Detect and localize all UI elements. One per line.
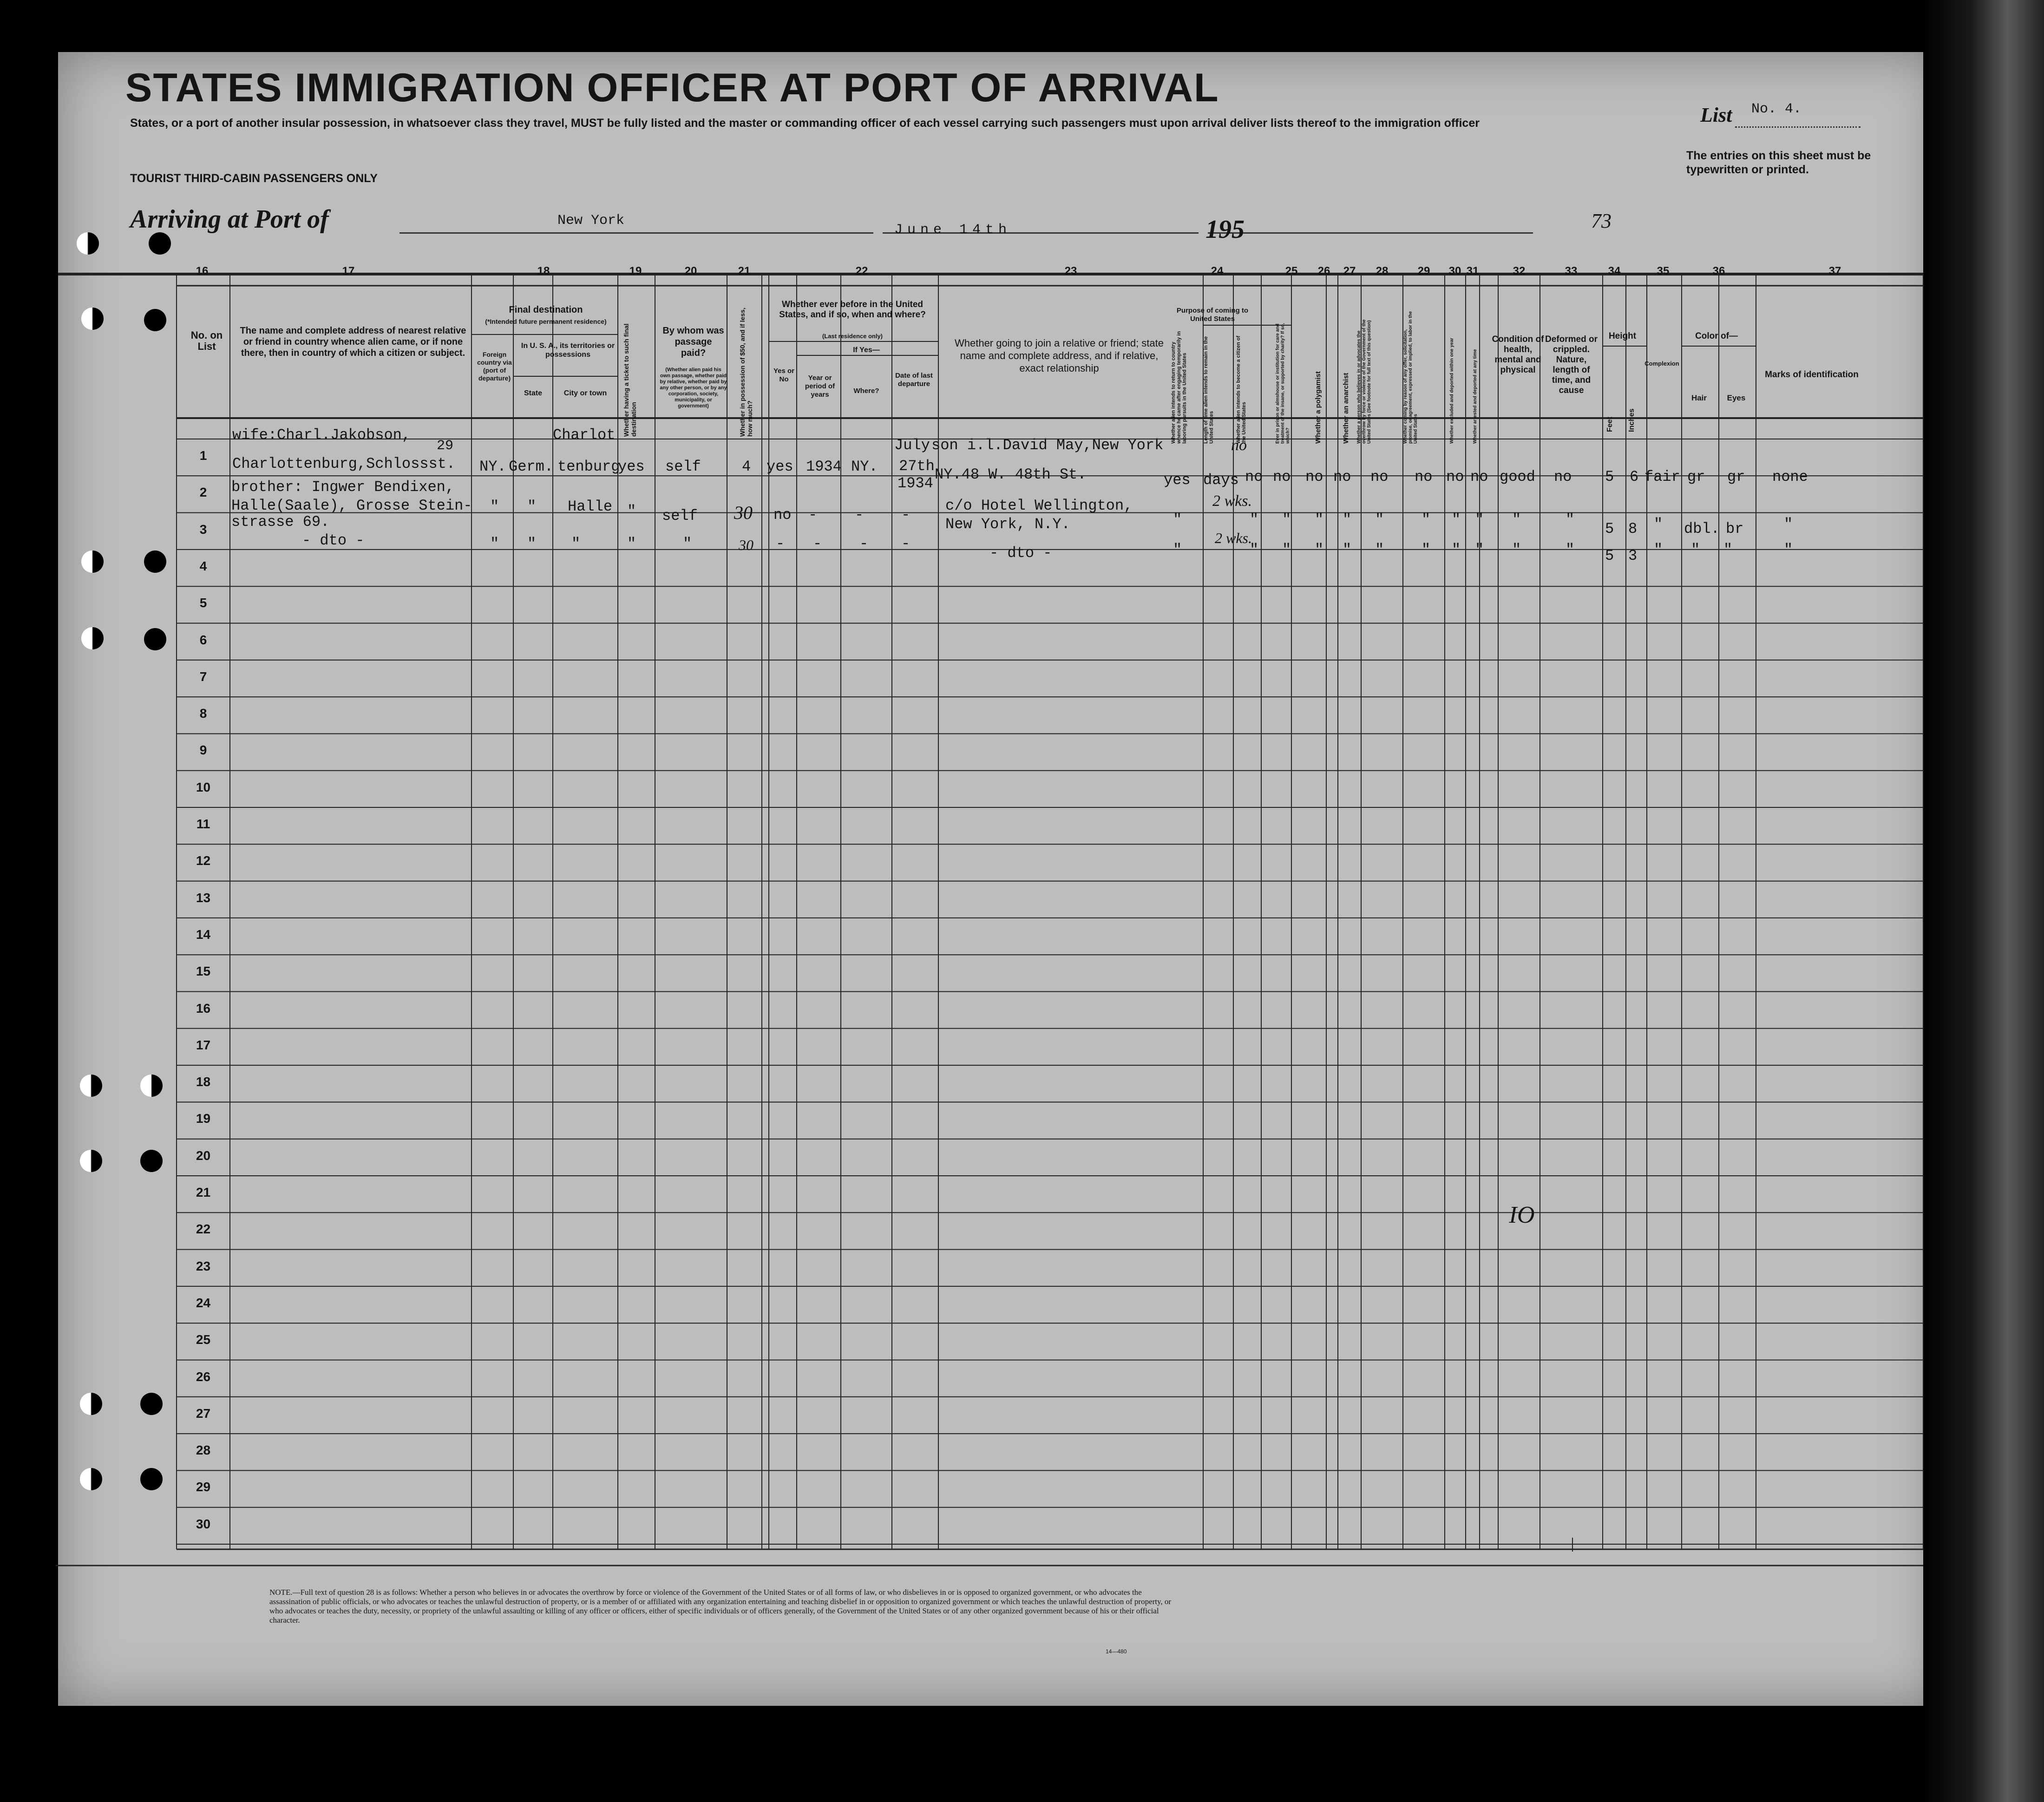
r3-city: " [571,535,581,552]
r3-anarchist: " [1343,541,1352,558]
row-number: 28 [196,1443,211,1458]
column-number: 36 [1712,265,1725,277]
row-number: 3 [199,522,207,537]
r1-city-b: tenburg [557,458,620,475]
column-number: 22 [855,265,868,277]
r2-marks: " [1784,516,1793,533]
r1-complexion: fair [1644,468,1680,485]
column-number: 27 [1343,265,1356,277]
r3-state: " [490,535,499,552]
r2-feet: 5 [1605,520,1614,537]
row-number: 27 [196,1406,211,1421]
header-before-us: Whether ever before in the United States, and if so, when and where? [779,300,926,320]
header-state: State [524,389,543,397]
r2-complexion: " [1654,516,1663,533]
row-number: 9 [199,743,207,758]
header-q29: Whether coming by reason of any offer, solicitation, promise, or agreement, expressed or implied, to labor in the United States [1403,311,1418,444]
r3-money: 30 [739,537,753,553]
r1-join-a: son i.l.David May,New York [931,437,1164,454]
header-height: Height [1608,331,1637,341]
r1-feet: 5 [1605,468,1614,485]
r2-hair: dbl. [1684,520,1720,537]
header-passage-paid: By whom was passage paid? [662,326,724,358]
r2-anarchist: " [1343,511,1352,528]
r1-health: good [1500,468,1535,485]
r1-hair: gr [1687,468,1705,485]
typewritten-notice: The entries on this sheet must be typewritten or printed. [1686,149,1871,176]
r2-inches: 8 [1628,520,1638,537]
header-purpose: Purpose of coming to United States [1176,307,1249,323]
class-label: TOURIST THIRD-CABIN PASSENGERS ONLY [130,172,378,185]
r1-where: NY. [851,458,878,475]
r1-eyes: gr [1727,468,1745,485]
column-number: 21 [738,265,751,277]
r2-foreign: " [527,498,537,515]
header-relative: The name and complete address of nearest relative or friend in country whence alien came, or if none there, then in country of which a citizen or subject. [240,326,466,358]
header-date-departure: Date of last departure [895,372,933,388]
header-length: Length of time alien intends to remain in the United States [1203,336,1214,444]
r3-year: - [813,535,822,552]
header-passage-paid-sub: (Whether alien paid his own passage, whether paid by relative, whether paid by any other person, or by any corporation, society, municipality, or government) [660,367,727,409]
row-number: 2 [199,485,207,500]
r2-health: " [1512,511,1521,528]
r3-complexion: " [1654,541,1663,558]
row-number: 8 [199,706,207,721]
r3-date: - [901,535,911,552]
r2-where: - [855,506,864,524]
arriving-label: Arriving at Port of [130,205,329,234]
r1-join-b: NY.48 W. 48th St. [935,466,1087,483]
column-number: 30 [1448,265,1461,277]
r1-before: yes [766,458,793,475]
list-number: No. 4. [1751,101,1802,117]
r2-relative: brother: Ingwer Bendixen, [231,478,455,496]
r2-q29: " [1422,511,1431,528]
row-number: 29 [196,1480,211,1494]
r2-year: - [808,506,818,524]
header-where: Where? [853,387,879,395]
header-join-relative: Whether going to join a relative or friend; state name and complete address, and if relative, exact relationship [954,337,1164,374]
r3-inches: 3 [1628,547,1638,564]
r3-citizen: " [1250,541,1259,558]
r2-eyes: br [1726,520,1744,537]
r1-inches: 6 [1630,468,1639,485]
r2-state: " [490,498,499,515]
column-number: 37 [1828,265,1841,277]
r2-deformed: " [1566,511,1575,528]
column-number: 35 [1657,265,1670,277]
r1-relative: wife:Charl.Jakobson, [232,426,411,444]
row-number: 18 [196,1075,211,1089]
row-number: 6 [199,632,207,647]
r3-where: - [859,535,869,552]
column-number: 20 [684,265,697,277]
r3-before: - [776,535,785,552]
header-usa: In U. S. A., its territories or possessions [521,342,615,359]
column-number: 23 [1064,265,1077,277]
row-number: 23 [196,1258,211,1273]
r1-year: 1934 [806,458,842,475]
r2-prison: " [1282,511,1291,528]
r1-return: yes [1164,472,1191,489]
header-if-yes: If Yes— [853,346,880,354]
header-q31: Whether arrested and deported at any time [1473,349,1478,444]
header-final-destination: Final destination [509,305,583,315]
r2-citizen: " [1250,511,1259,528]
r3-feet: 5 [1605,547,1614,564]
r1-q28: no [1370,468,1389,485]
header-anarchist: Whether an anarchist [1342,373,1350,444]
r3-paid: " [683,535,692,552]
r1-marks: none [1772,468,1808,485]
r2-ticket: " [627,503,636,520]
row-number: 26 [196,1369,211,1384]
row-number: 20 [196,1148,211,1163]
column-number: 19 [629,265,642,277]
header-yes-no: Yes or No [773,367,795,383]
row-number: 17 [196,1037,211,1052]
header-final-destination-sub: (*Intended future permanent residence) [485,318,607,325]
r3-ticket: " [627,535,636,552]
r1-state: NY. [479,458,506,475]
column-number: 25 [1285,265,1298,277]
r2-relative-street: strasse 69. [231,513,330,531]
r2-money: 30 [734,502,753,523]
r2-length: 2 wks. [1212,492,1252,510]
r3-prison: " [1282,541,1291,558]
list-label: List [1700,104,1732,126]
form-subtitle: States, or a port of another insular possession, in whatsoever class they travel, MUST be fully listed and the master or commanding officer of each vessel carrying such passengers must upon arrival deliver lists thereof to the immigration officer [130,117,1480,130]
column-number: 16 [196,265,209,277]
row-number: 12 [196,853,211,868]
header-before-us-sub: (Last residence only) [822,333,883,340]
r2-before: no [773,506,792,524]
r1-q30: no [1446,468,1464,485]
header-marks: Marks of identification [1765,370,1859,380]
r2-q28: " [1375,511,1384,528]
r3-q29: " [1422,541,1431,558]
margin-mark: OI [1510,1201,1535,1228]
row-number: 7 [199,669,207,684]
header-prison: Ever in prison or almshouse or institution for care and treatment of the insane, or supported by charity? If so, which? [1275,323,1291,444]
row-number: 30 [196,1516,211,1531]
header-inches: Inches [1628,408,1636,432]
r1-q29: no [1415,468,1433,485]
r3-foreign: " [527,535,537,552]
r1-date-a: July [894,437,930,454]
header-complexion: Complexion [1644,360,1679,367]
header-polygamist: Whether a polygamist [1314,371,1322,444]
column-number: 26 [1317,265,1330,277]
r3-health: " [1512,541,1521,558]
header-q28: Whether a person who believes in or advocates the overthrow by force or violence of the Government of the United States (See footnote for full text of this question) [1356,319,1372,444]
row-number: 14 [196,927,211,942]
row-number: 21 [196,1185,211,1199]
header-deformed: Deformed or crippled. Nature, length of time, and cause [1545,334,1598,395]
r1-polygamist: no [1305,468,1323,485]
header-year-period: Year or period of years [805,374,835,399]
header-ticket: Whether having a ticket to such final destination [622,323,637,437]
row-number: 24 [196,1295,211,1310]
column-number: 31 [1466,265,1479,277]
form-title: STATES IMMIGRATION OFFICER AT PORT OF ARRIVAL [125,66,1219,110]
r2-city: Halle [568,498,613,515]
r2-return: " [1173,511,1182,528]
column-number: 24 [1211,265,1224,277]
header-money: Whether in possession of $50, and if less, how much? [739,308,753,437]
r1-relative-address: Charlottenburg,Schlossst. [232,455,456,472]
r3-deformed: " [1566,541,1575,558]
r2-paid: self [662,507,698,524]
r1-money: 4 [742,458,751,475]
r3-eyes: " [1723,541,1733,558]
r3-polygamist: " [1315,541,1324,558]
r1-date-b: 27th [899,458,935,475]
header-foreign-country: Foreign country via (port of departure) [477,351,512,382]
r1-paid: self [665,458,701,475]
r2-join: c/o Hotel Wellington, [945,497,1133,514]
r1-date-c: 1934 [898,475,933,492]
r3-hair: " [1691,541,1700,558]
row-number: 16 [196,1001,211,1016]
row-number: 4 [199,558,207,573]
column-number: 32 [1513,265,1526,277]
r2-q30: " [1452,511,1461,528]
r1-citizen: no [1245,468,1263,485]
row-number: 1 [199,448,207,463]
r1-ticket: yes [618,458,645,475]
r2-relative-address: Halle(Saale), Grosse Stein- [231,497,472,514]
column-number: 29 [1417,265,1430,277]
column-number: 18 [537,265,550,277]
r2-date: - [901,506,911,524]
r3-join: - dto - [989,544,1052,562]
r2-q31: " [1475,511,1484,528]
column-number: 34 [1608,265,1621,277]
row-number: 5 [199,596,207,610]
form-number: 14—480 [1106,1648,1127,1655]
row-number: 10 [196,780,211,794]
header-no-on-list: No. on List [190,329,223,352]
date-value: June 14th [894,222,1012,238]
r3-q31: " [1475,541,1484,558]
r1-prison: no [1273,468,1291,485]
header-health: Condition of health, mental and physical [1492,334,1544,375]
r1-length-hand: no [1231,437,1247,454]
footnote: NOTE.—Full text of question 28 is as follows: Whether a person who believes in or advocates the overthrow by force or violence of the Government of the United States or of all forms of law, or who disbelieves in or is opposed to organized government, or who advocates the assassination of public officials, or who advocates or teaches the unlawful destruction of property, or is a member of or affiliated with any organization entertaining and teaching disbelief in or opposition to organized government or which teaches the unlawful destruction of property, or who advocates or teaches the duty, necessity, or propriety of the unlawful assaulting or killing of any officer or officers, either of specific individuals or of officers generally, of the Government of the United States or of any other organized government because of his or their official character. [269,1588,1172,1625]
row-number: 22 [196,1222,211,1237]
column-number: 33 [1565,265,1578,277]
r3-marks: " [1784,541,1793,558]
header-return: Whether alien intends to return to country whence he came after engaging temporarily in laboring pursuits in the United States [1171,331,1187,444]
header-color: Color of— [1695,331,1738,341]
row-number: 13 [196,890,211,905]
r2-join-b: New York, N.Y. [945,516,1070,533]
row-number: 25 [196,1332,211,1347]
r3-q28: " [1375,541,1384,558]
r2-polygamist: " [1315,511,1324,528]
header-eyes: Eyes [1727,393,1746,402]
r1-relative-number: 29 [437,438,454,454]
row-number: 19 [196,1111,211,1126]
r3-q30: " [1452,541,1461,558]
header-feet: Feet [1606,417,1614,432]
header-q30: Whether excluded and deported within one year [1449,338,1454,444]
r1-foreign: Germ. [509,458,554,475]
r3-return: " [1173,541,1182,558]
row-number: 11 [196,817,210,831]
r1-q31: no [1470,468,1488,485]
r3-relative: - dto - [302,532,365,549]
r1-length: days [1203,472,1239,489]
header-hair: Hair [1691,393,1707,402]
year-value: 195 [1205,215,1245,244]
row-number: 15 [196,964,211,979]
r1-deformed: no [1554,468,1572,485]
column-number: 28 [1376,265,1389,277]
r3-length: 2 wks. [1215,530,1252,546]
r1-anarchist: no [1333,468,1351,485]
r1-city-a: Charlot [553,426,616,444]
column-number: 17 [342,265,355,277]
header-city: City or town [563,389,607,397]
page-number: 73 [1591,210,1612,232]
port-value: New York [557,213,625,229]
header-citizen: Whether alien intends to become a citizen of the United States [1236,335,1247,444]
